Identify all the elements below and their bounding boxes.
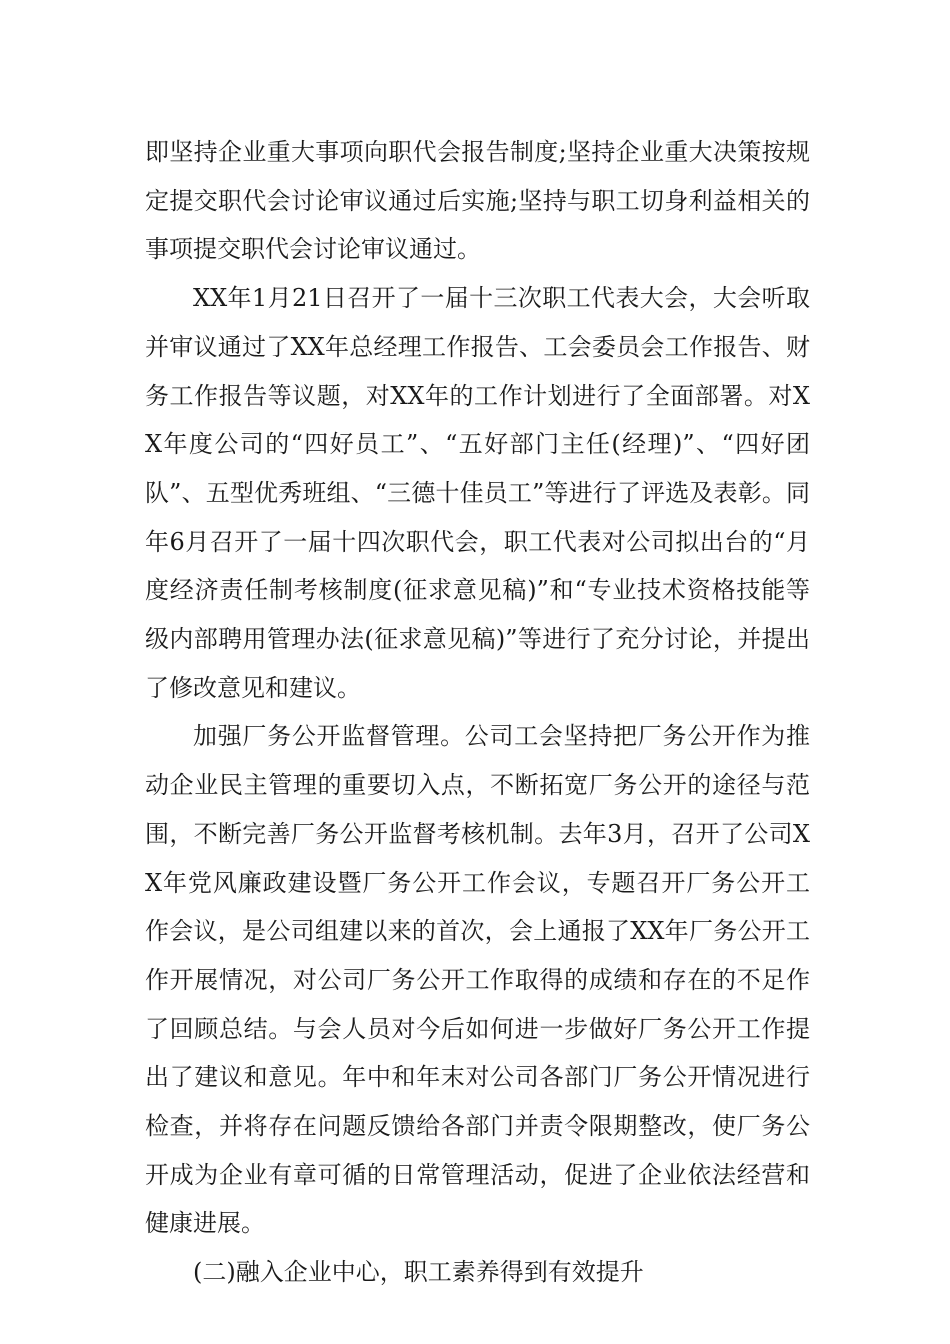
section-heading: (二)融入企业中心，职工素养得到有效提升 (193, 1258, 644, 1287)
document-body (145, 128, 810, 1297)
paragraph-congress-meeting: XX年1月21日召开了一届十三次职工代表大会，大会听取并审议通过了XX年总经理工作报告、工会委员会工作报告、财务工作报告等议题，对XX年的工作计划进行了全面部署。对XX年度公司的“四好员工”、“五好部门主任(经理)”、“四好团队”、五型优秀班组、“三德十佳员工”等进行了评选及表彰。同年6月召开了一届十四次职代会，职工代表对公司拟出台的“月度经济责任制考核制度(征求意见稿)”和“专业技术资格技能等级内部聘用管理办法(征求意见稿)”等进行了充分讨论，并提出了修改意见和建议。 (145, 284, 810, 702)
paragraph-continuation: 即坚持企业重大事项向职代会报告制度;坚持企业重大决策按规定提交职代会讨论审议通过后实施;坚持与职工切身利益相关的事项提交职代会讨论审议通过。 (145, 138, 810, 264)
paragraph-factory-affairs: 加强厂务公开监督管理。公司工会坚持把厂务公开作为推动企业民主管理的重要切入点，不断拓宽厂务公开的途径与范围，不断完善厂务公开监督考核机制。去年3月，召开了公司XX年党风廉政建设暨厂务公开工作会议，专题召开厂务公开工作会议，是公司组建以来的首次，会上通报了XX年厂务公开工作开展情况，对公司厂务公开工作取得的成绩和存在的不足作了回顾总结。与会人员对今后如何进一步做好厂务公开工作提出了建议和意见。年中和年末对公司各部门厂务公开情况进行检查，并将存在问题反馈给各部门并责令限期整改，使厂务公开成为企业有章可循的日常管理活动，促进了企业依法经营和健康进展。 (145, 722, 810, 1238)
